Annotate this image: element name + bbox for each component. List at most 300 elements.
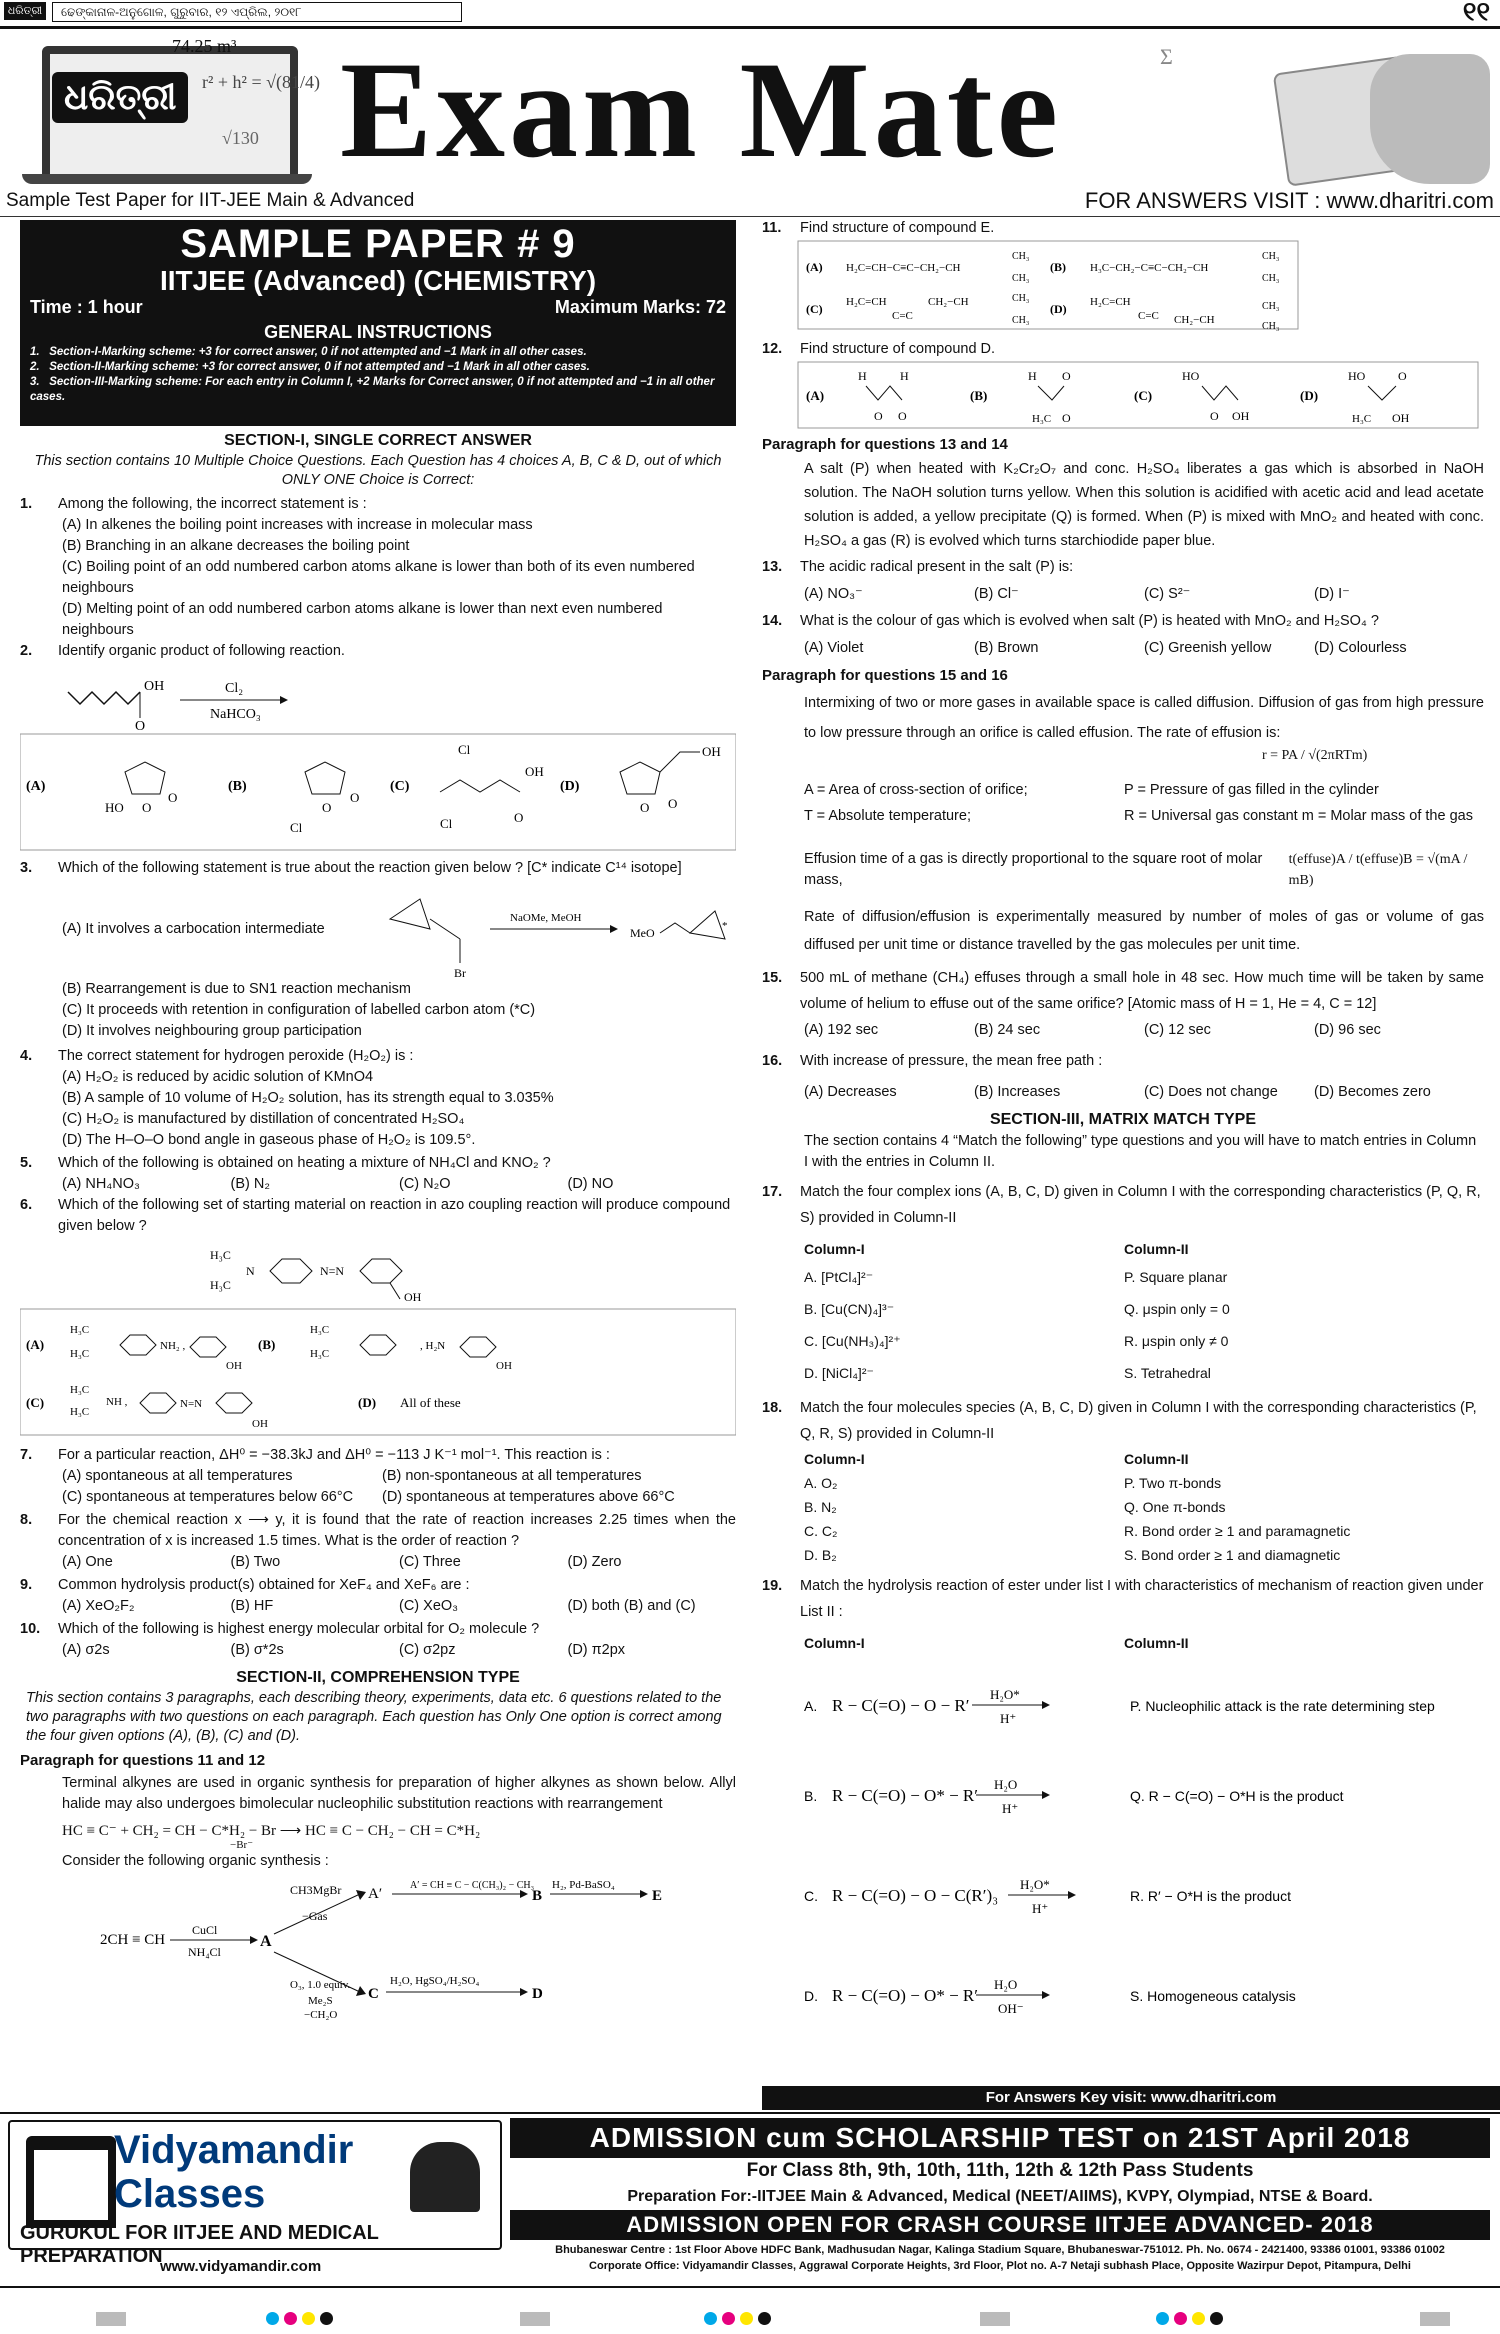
svg-text:NH₂ ,: NH₂ ,	[160, 1340, 186, 1352]
svg-text:HO: HO	[105, 800, 124, 815]
option: (C) N₂O	[399, 1176, 451, 1192]
match-right: P. Two π-bonds	[1124, 1475, 1222, 1491]
paragraph-title: Paragraph for questions 15 and 16	[762, 667, 1008, 684]
svg-text:HO: HO	[1182, 369, 1200, 383]
svg-text:O: O	[350, 790, 360, 805]
registration-mark	[96, 2312, 126, 2326]
option: (A) Violet	[804, 640, 864, 656]
logo-badge: ଧରିତ୍ରୀ	[52, 72, 188, 123]
svg-text:R − C(=O) − O − R′: R − C(=O) − O − R′	[832, 1696, 970, 1715]
svg-text:OH: OH	[404, 1290, 422, 1304]
svg-text:(A): (A)	[806, 388, 825, 403]
column-header: Column-II	[1124, 1241, 1189, 1257]
question-4: 4. The correct statement for hydrogen peroxide (H₂O₂) is : (A) H₂O₂ is reduced by acidic solution of KMnO4 (B) A sample of 10 volume of H₂O₂ solution, has its strength equal to 3.035% (C) H₂O₂ is manufactured by distillation of concentrated H₂SO₄ (D) The H–O–O bond angle in gaseous phase of H₂O₂ is 109.5°.	[20, 1046, 736, 1151]
formula-root: √130	[222, 128, 259, 148]
svg-text:(D): (D)	[1300, 388, 1319, 403]
svg-text:CH₃: CH₃	[1262, 251, 1280, 262]
student-desk-icon	[410, 2142, 480, 2212]
q19-ester-reactions	[762, 1655, 1484, 2035]
svg-text:C=C: C=C	[1138, 310, 1159, 322]
match-left: C. C₂	[804, 1523, 838, 1539]
instruction-item: 2. Section-II-Marking scheme: +3 for correct answer, 0 if not attempted and −1 Mark in all other cases.	[30, 361, 590, 373]
q6-azo-structure	[20, 1237, 736, 1307]
option: (C) S²⁻	[1144, 586, 1191, 602]
svg-text:H₃C: H₃C	[310, 1348, 330, 1360]
svg-text:OH: OH	[252, 1418, 268, 1430]
option: (D) Colourless	[1314, 640, 1407, 656]
option: (C) Does not change	[1144, 1084, 1278, 1100]
svg-text:(D): (D)	[560, 779, 580, 794]
svg-text:H₂O, HgSO₄/H₂SO₄: H₂O, HgSO₄/H₂SO₄	[390, 1975, 480, 1987]
option: (D) It involves neighbouring group participation	[62, 1023, 362, 1039]
option: (B) Increases	[974, 1084, 1061, 1100]
option: (B) A sample of 10 volume of H₂O₂ solution, has its strength equal to 3.035%	[62, 1090, 554, 1106]
paper-title: SAMPLE PAPER # 9	[180, 222, 576, 266]
match-right: P. Square planar	[1124, 1269, 1228, 1285]
section1-intro: This section contains 10 Multiple Choice Questions. Each Question has 4 choices A, B, C & D, out of which ONLY ONE Choice is Correct:	[34, 453, 722, 488]
svg-text:(A): (A)	[26, 1337, 45, 1352]
registration-dot-black	[758, 2312, 771, 2325]
svg-text:H₃C: H₃C	[1032, 413, 1052, 425]
svg-text:NH₄Cl: NH₄Cl	[188, 1945, 221, 1959]
effusion-ratio: t(effuse)A / t(effuse)B = √(mA / mB)	[1288, 852, 1468, 888]
ad-address2: Corporate Office: Vidyamandir Classes, Aggrawal Corporate Heights, 3rd Floor, Plot no. A-7 Netaji subhash Place, Opposite Wazirpur Depot, Pitampura, Delhi	[589, 2260, 1411, 2272]
column-header: Column-II	[1124, 1635, 1189, 1651]
svg-text:OH⁻: OH⁻	[998, 2001, 1024, 2016]
page-number: ୧୧	[1462, 0, 1490, 26]
svg-text:O: O	[168, 790, 178, 805]
paragraph-title: Paragraph for questions 11 and 12	[20, 1752, 266, 1769]
svg-text:H₂C=CH−C≡C−CH₂−CH: H₂C=CH−C≡C−CH₂−CH	[846, 262, 961, 274]
svg-text:C=C: C=C	[892, 310, 913, 322]
svg-text:Q. R − C(=O) − O*H is the pr: Q. R − C(=O) − O*H is the product	[1130, 1788, 1344, 1804]
svg-text:O: O	[640, 800, 650, 815]
registration-dot-magenta	[722, 2312, 735, 2325]
svg-text:NH ,: NH ,	[106, 1396, 128, 1408]
option: (A) 192 sec	[804, 1022, 879, 1038]
svg-text:H₂, Pd-BaSO₄: H₂, Pd-BaSO₄	[552, 1879, 615, 1891]
registration-mark	[1420, 2312, 1450, 2326]
question-14: 14. What is the colour of gas which is evolved when salt (P) is heated with MnO₂ and H₂SO₄ ? (A) Violet (B) Brown (C) Greenish yellow (D) Colourless	[762, 611, 1484, 659]
ad-prep: Preparation For:-IITJEE Main & Advanced, Medical (NEET/AIIMS), KVPY, Olympiad, NTSE & Board.	[627, 2188, 1373, 2205]
option: (A) H₂O₂ is reduced by acidic solution of KMnO4	[62, 1069, 374, 1085]
option: (C) Boiling point of an odd numbered carbon atoms alkane is lower than both of its even numbered neighbours	[62, 559, 695, 596]
option: (A) Decreases	[804, 1084, 897, 1100]
svg-text:Br: Br	[454, 966, 467, 979]
option: (C) 12 sec	[1144, 1022, 1211, 1038]
svg-text:D: D	[532, 1986, 543, 2002]
svg-text:N: N	[246, 1264, 255, 1278]
svg-text:CH₃: CH₃	[1012, 273, 1030, 284]
svg-text:H: H	[858, 369, 867, 383]
question-15: 15. 500 mL of methane (CH₄) effuses through a small hole in 48 sec. How much time will be taken by same volume of helium to effuse out of the same orifice? [Atomic mass of H = 1, He = 4, C = 12] (A) 192 sec (B) 24 sec (C) 12 sec (D) 96 sec	[762, 965, 1484, 1043]
svg-text:CH₃: CH₃	[1262, 273, 1280, 284]
svg-text:Cl: Cl	[458, 742, 471, 757]
option: (A) σ2s	[62, 1642, 110, 1658]
svg-text:H₃C: H₃C	[70, 1406, 90, 1418]
paper-marks: Maximum Marks: 72	[554, 297, 726, 317]
option: (A) spontaneous at all temperatures	[62, 1468, 293, 1484]
svg-text:O: O	[514, 810, 524, 825]
masthead-rule	[0, 26, 1500, 29]
instruction-item: 1. Section-I-Marking scheme: +3 for correct answer, 0 if not attempted and −1 Mark in all other cases.	[30, 346, 587, 358]
section2-intro: This section contains 3 paragraphs, each describing theory, experiments, data etc. 6 questions related to the two paragraphs with two questions on each paragraph. Each question has Only One option is correct among the four given options (A), (B), (C) and (D).	[26, 1690, 722, 1744]
masthead-title: Exam Mate	[340, 33, 1062, 186]
effusion-formula: r = PA / √(2πRTm)	[1262, 748, 1368, 763]
svg-text:CH3MgBr: CH3MgBr	[290, 1883, 342, 1897]
section3-intro: The section contains 4 “Match the following” type questions and you will have to match entries in Column I with the entries in Column II.	[804, 1133, 1477, 1170]
registration-dot-magenta	[284, 2312, 297, 2325]
svg-text:H₂O*: H₂O*	[990, 1687, 1020, 1702]
question-9: 9. Common hydrolysis product(s) obtained for XeF₄ and XeF₆ are : (A) XeO₂F₂ (B) HF (C) XeO₃ (D) both (B) and (C)	[20, 1575, 736, 1617]
match-left: B. N₂	[804, 1499, 837, 1515]
column-header: Column-I	[804, 1241, 865, 1257]
svg-text:O: O	[1062, 369, 1071, 383]
equation-note: −Br⁻	[230, 1839, 254, 1851]
option: (B) σ*2s	[230, 1642, 284, 1658]
effusion-time-line: Effusion time of a gas is directly proportional to the square root of molar mass, t(effuse)A / t(effuse)B = √(mA / mB)	[762, 849, 1484, 891]
question-2: 2. Identify organic product of following reaction. OH O Cl₂ NaHCO₃ (A) HO O O (B) Cl O O (C) Cl Cl OH O (D) OH O O	[20, 641, 736, 852]
option: (C) H₂O₂ is manufactured by distillation of concentrated H₂SO₄	[62, 1111, 465, 1127]
registration-dot-black	[1210, 2312, 1223, 2325]
instruction-item: 3. Section-III-Marking scheme: For each entry in Column I, +2 Marks for Correct answer, 0 if not attempted and −1 in all other cases.	[30, 376, 715, 403]
option: (B) HF	[230, 1598, 274, 1614]
match-left: A. [PtCl₄]²⁻	[804, 1269, 874, 1285]
svg-text:HO: HO	[1348, 369, 1366, 383]
option: (D) Melting point of an odd numbered carbon atoms alkane is lower than next even numbered neighbours	[62, 601, 663, 638]
option: (B) N₂	[230, 1176, 270, 1192]
subtitle-right[interactable]: FOR ANSWERS VISIT : www.dharitri.com	[1084, 188, 1494, 213]
svg-text:R − C(=O) − O* − R′: R − C(=O) − O* − R′	[832, 1986, 978, 2005]
question-12: 12. Find structure of compound D. (A) H H O O (B) H O H₃C O (C) HO O OH (D) HO O H₃C OH	[762, 339, 1484, 430]
option: (D) 96 sec	[1314, 1022, 1381, 1038]
svg-text:, H₂N: , H₂N	[420, 1340, 446, 1352]
question-6: 6. Which of the following set of starting material on reaction in azo coupling reaction will produce compound given below ? H₃C H₃C N N=N OH (A) H₃C H₃C NH₂ , OH (B) H₃C H₃C , H₂N OH (C) H₃C H₃C NH , N=N OH (D) All of these	[20, 1195, 736, 1437]
match-right: S. Tetrahedral	[1124, 1365, 1211, 1381]
option: (D) both (B) and (C)	[567, 1598, 696, 1614]
option: (A) XeO₂F₂	[62, 1598, 135, 1614]
formula-pythag: r² + h² = √(81/4)	[202, 72, 320, 92]
q2-reaction-structure	[20, 662, 736, 732]
svg-text:S. Homogeneous catalysis: S. Homogeneous catalysis	[1130, 1988, 1296, 2004]
paper-subject: IITJEE (Advanced) (CHEMISTRY)	[159, 265, 597, 296]
svg-text:H⁺: H⁺	[1000, 1711, 1017, 1726]
svg-text:O: O	[1210, 409, 1219, 423]
svg-text:E: E	[652, 1888, 663, 1904]
match-right: R. μspin only ≠ 0	[1124, 1333, 1229, 1349]
registration-dot-yellow	[302, 2312, 315, 2325]
svg-text:N=N: N=N	[320, 1264, 345, 1278]
svg-text:CH₃: CH₃	[1012, 251, 1030, 262]
subtitle-rule	[0, 216, 1500, 217]
svg-text:H₃C: H₃C	[210, 1278, 231, 1292]
svg-text:B.: B.	[804, 1788, 818, 1804]
svg-text:P. Nucleophilic attack is the: P. Nucleophilic attack is the rate determining step	[1130, 1698, 1435, 1714]
svg-text:N=N: N=N	[180, 1398, 203, 1410]
svg-text:H₃C−CH₂−C≡C−CH₂−CH: H₃C−CH₂−C≡C−CH₂−CH	[1090, 262, 1209, 274]
option: (A) It involves a carbocation intermediate	[62, 920, 325, 937]
ad-banner	[0, 2112, 1500, 2288]
svg-text:CH₂−CH: CH₂−CH	[1174, 314, 1215, 326]
svg-text:2CH ≡ CH: 2CH ≡ CH	[100, 1932, 166, 1948]
match-left: B. [Cu(CN)₄]³⁻	[804, 1301, 895, 1317]
question-10: 10. Which of the following is highest energy molecular orbital for O₂ molecule ? (A) σ2s (B) σ*2s (C) σ2pz (D) π2px	[20, 1619, 736, 1661]
q3-reaction-structure	[370, 879, 736, 979]
paragraph-text: Intermixing of two or more gases in available space is called diffusion. Diffusion of gas from high pressure to low pressure through an orifice is called effusion. The rate of effusion is:	[804, 695, 1484, 741]
ad-crash: ADMISSION OPEN FOR CRASH COURSE IITJEE ADVANCED- 2018	[510, 2210, 1490, 2240]
q2-options-structures	[20, 732, 736, 852]
svg-text:(D): (D)	[358, 1395, 377, 1410]
option: (A) One	[62, 1554, 113, 1570]
allyl-equation: HC ≡ C⁻ + CH₂ = CH − C*H₂ − Br ⟶ HC ≡ C − CH₂ − CH = C*H₂	[62, 1823, 481, 1839]
svg-text:O: O	[142, 800, 152, 815]
svg-text:CH₃: CH₃	[1012, 315, 1030, 326]
svg-text:R − C(=O) − O* − R′: R − C(=O) − O* − R′	[832, 1786, 978, 1805]
svg-text:H⁺: H⁺	[1032, 1901, 1049, 1916]
match-left: A. O₂	[804, 1475, 838, 1491]
option: (D) spontaneous at temperatures above 66°C	[382, 1489, 675, 1505]
svg-text:MeO: MeO	[630, 926, 655, 940]
svg-text:H₂O: H₂O	[994, 1777, 1018, 1792]
question-1: 1. Among the following, the incorrect statement is : (A) In alkenes the boiling point increases with increase in molecular mass (B) Branching in an alkane decreases the boiling point (C) Boiling point of an odd numbered carbon atoms alkane is lower than both of its even numbered neighbours (D) Melting point of an odd numbered carbon atoms alkane is lower than next even numbered neighbours	[20, 494, 736, 641]
registration-dot-yellow	[1192, 2312, 1205, 2325]
ad-classes: For Class 8th, 9th, 10th, 11th, 12th & 12th Pass Students	[746, 2160, 1254, 2181]
svg-text:H₂C=CH: H₂C=CH	[846, 296, 887, 308]
option: (B) Brown	[974, 640, 1039, 656]
header-box	[20, 220, 736, 426]
column-header: Column-II	[1124, 1451, 1189, 1467]
dateline: ଢେଙ୍କାନାଳ-ଅନୁଗୋଳ, ଗୁରୁବାର, ୧୨ ଏପ୍ରିଲ, ୨୦୧୮	[52, 2, 462, 22]
option: (C) Three	[399, 1554, 461, 1570]
svg-text:(C): (C)	[806, 302, 823, 316]
svg-text:(B): (B)	[228, 779, 247, 794]
option: (A) In alkenes the boiling point increases with increase in molecular mass	[62, 517, 533, 533]
question-18: 18. Match the four molecules species (A, B, C, D) given in Column I with the corresponding characteristics (P, Q, R, S) provided in Column-II Column-I Column-II A. O₂ P. Two π-bonds B. N₂ Q. One π-bonds C. C₂ R. Bond order ≥ 1 and paramagnetic D. B₂ S. Bond order ≥ 1 and diamagnetic	[762, 1395, 1484, 1567]
left-column	[20, 428, 736, 2026]
answers-bar[interactable]: For Answers Key visit: www.dharitri.com	[762, 2086, 1500, 2110]
registration-dot-cyan	[1156, 2312, 1169, 2325]
option: (C) spontaneous at temperatures below 66°C	[62, 1489, 354, 1505]
svg-text:CH₂−CH: CH₂−CH	[928, 296, 969, 308]
registration-mark	[980, 2312, 1010, 2326]
svg-text:(A): (A)	[806, 260, 823, 274]
registration-mark	[520, 2312, 550, 2326]
synthesis-scheme	[20, 1876, 736, 2026]
option: (C) It proceeds with retention in configuration of labelled carbon atom (*C)	[62, 1002, 536, 1018]
q12-options-structures	[762, 360, 1484, 430]
svg-text:H₃C: H₃C	[210, 1248, 231, 1262]
question-11: 11. Find structure of compound E. (A) H₂C=CH−C≡C−CH₂−CH CH₃ CH₃ (B) H₃C−CH₂−C≡C−CH₂−CH CH₃ CH₃ (C) H₂C=CH C=C CH₂−CH CH₃ CH₃ (D) H₂C=CH C=C CH₂−CH CH₃ CH₃	[762, 218, 1484, 331]
question-3: 3. Which of the following statement is true about the reaction given below ? [C* indicate C¹⁴ isotope] (A) It involves a carbocation intermediate Br NaOMe, MeOH MeO * (B) Rearrangement is due to SN1 reaction mechanism (C) It proceeds with retention in configuration of labelled carbon atom (*C) (D) It involves neighbouring group participation	[20, 858, 736, 1042]
paragraph-text: A salt (P) when heated with K₂Cr₂O₇ and conc. H₂SO₄ liberates a gas which is absorbed in NaOH solution. The NaOH solution turns yellow. When this solution is acidified with acetic acid and lead acetate solution is added, a yellow precipitate (Q) is formed. When (P) is mixed with MnO₂ and heated with conc. H₂SO₄ a gas (R) is evolved which turns starchiodide paper blue.	[804, 461, 1484, 549]
svg-text:OH: OH	[525, 764, 544, 779]
svg-text:H₃C: H₃C	[70, 1348, 90, 1360]
svg-text:R − C(=O) − O − C(R′)₃: R − C(=O) − O − C(R′)₃	[832, 1886, 999, 1905]
option: (B) Rearrangement is due to SN1 reaction mechanism	[62, 981, 411, 997]
svg-text:H₂C=CH: H₂C=CH	[1090, 296, 1131, 308]
section2-title: SECTION-II, COMPREHENSION TYPE	[236, 1669, 520, 1686]
svg-text:Me₂S: Me₂S	[308, 1995, 333, 2007]
paper-time: Time : 1 hour	[30, 297, 143, 317]
svg-text:O: O	[874, 409, 883, 423]
svg-text:H: H	[900, 369, 909, 383]
question-8: 8. For the chemical reaction x ⟶ y, it is found that the rate of reaction increases 2.25 times when the concentration of x is increased 1.5 times. What is the order of reaction ? (A) One (B) Two (C) Three (D) Zero	[20, 1510, 736, 1573]
subtitle-left: Sample Test Paper for IIT-JEE Main & Advanced	[6, 190, 415, 211]
svg-text:A.: A.	[804, 1698, 818, 1714]
match-left: C. [Cu(NH₃)₄]²⁺	[804, 1333, 901, 1349]
svg-text:A′: A′	[368, 1886, 383, 1902]
svg-text:OH: OH	[702, 744, 721, 759]
registration-dot-cyan	[266, 2312, 279, 2325]
gi-title: GENERAL INSTRUCTIONS	[264, 322, 492, 342]
svg-text:O: O	[322, 800, 332, 815]
option: (B) Two	[230, 1554, 281, 1570]
brand-mini: ଧରିତ୍ରୀ	[4, 2, 46, 20]
consider-text: Consider the following organic synthesis :	[62, 1853, 329, 1869]
svg-text:H₃C: H₃C	[70, 1324, 90, 1336]
option: (A) NO₃⁻	[804, 586, 863, 602]
svg-text:C: C	[368, 1986, 379, 2002]
match-left: D. B₂	[804, 1547, 837, 1563]
section3-title: SECTION-III, MATRIX MATCH TYPE	[989, 1111, 1257, 1128]
match-right: Q. One π-bonds	[1124, 1499, 1226, 1515]
formula-volume: 74.25 m³	[172, 36, 237, 56]
question-16: 16. With increase of pressure, the mean free path : (A) Decreases (B) Increases (C) Does not change (D) Becomes zero	[762, 1051, 1484, 1103]
match-right: Q. μspin only = 0	[1124, 1301, 1230, 1317]
svg-text:H₃C: H₃C	[70, 1384, 90, 1396]
ad-logo-line1: Vidyamandir	[114, 2128, 354, 2172]
match-right: R. Bond order ≥ 1 and paramagnetic	[1124, 1523, 1351, 1539]
formula-sum-icon: Σ	[1160, 44, 1173, 69]
ad-address1: Bhubaneswar Centre : 1st Floor Above HDFC Bank, Madhusudan Nagar, Kalinga Stadium Square, Bhubaneswar-751012. Ph. No. 0674 - 2421400, 93386 01001, 93386 01002	[555, 2244, 1445, 2256]
ad-headline: ADMISSION cum SCHOLARSHIP TEST on 21ST April 2018	[510, 2118, 1490, 2158]
top-strip	[0, 0, 1500, 24]
match-right: S. Bond order ≥ 1 and diamagnetic	[1124, 1547, 1341, 1563]
option: (C) XeO₃	[399, 1598, 459, 1614]
svg-text:CuCl: CuCl	[192, 1923, 218, 1937]
svg-text:*: *	[722, 920, 728, 932]
calculator-art	[1140, 34, 1490, 184]
option: (D) Zero	[567, 1554, 622, 1570]
svg-text:OH: OH	[1232, 409, 1250, 423]
svg-text:O: O	[1398, 369, 1407, 383]
option: (D) The H–O–O bond angle in gaseous phase of H₂O₂ is 109.5°.	[62, 1132, 476, 1148]
svg-text:H₂O*: H₂O*	[1020, 1877, 1050, 1892]
svg-text:−Gas: −Gas	[302, 1909, 328, 1923]
svg-text:H₃C: H₃C	[1352, 413, 1372, 425]
reagent-nahco3: NaHCO₃	[210, 707, 261, 722]
option: (D) I⁻	[1314, 586, 1350, 602]
option: (B) 24 sec	[974, 1022, 1041, 1038]
svg-text:NaOMe, MeOH: NaOMe, MeOH	[510, 912, 582, 924]
question-17: 17. Match the four complex ions (A, B, C, D) given in Column I with the corresponding characteristics (P, Q, R, S) provided in Column-II Column-I Column-II A. [PtCl₄]²⁻ P. Square planar B. [Cu(CN)₄]³⁻ Q. μspin only = 0 C. [Cu(NH₃)₄]²⁺ R. μspin only ≠ 0 D. [NiCl₄]²⁻ S. Tetrahedral	[762, 1179, 1484, 1389]
svg-text:(B): (B)	[1050, 260, 1066, 274]
book-icon	[26, 2136, 116, 2228]
registration-dot-magenta	[1174, 2312, 1187, 2325]
svg-text:O: O	[668, 796, 678, 811]
match-left: D. [NiCl₄]²⁻	[804, 1365, 874, 1381]
svg-text:C.: C.	[804, 1888, 818, 1904]
section1-title: SECTION-I, SINGLE CORRECT ANSWER	[224, 432, 532, 449]
ad-logo-line2: Classes	[114, 2172, 266, 2216]
hand-shape	[1370, 54, 1490, 184]
option: (A) NH₄NO₃	[62, 1176, 140, 1192]
option: (B) Branching in an alkane decreases the boiling point	[62, 538, 410, 554]
paragraph-text: Terminal alkynes are used in organic synthesis for preparation of higher alkynes as shown below. Allyl halide may also undergoes bimolecular nucleophilic substitution reactions with rearrangement	[62, 1775, 736, 1812]
svg-text:(C): (C)	[390, 779, 410, 794]
reagent-cl2: Cl₂	[225, 681, 244, 696]
svg-text:O: O	[135, 719, 146, 732]
option: (B) Cl⁻	[974, 586, 1019, 602]
svg-text:O: O	[898, 409, 907, 423]
option: (B) non-spontaneous at all temperatures	[382, 1468, 642, 1484]
svg-text:O₃, 1.0 equiv.: O₃, 1.0 equiv.	[290, 1979, 351, 1991]
option: (C) Greenish yellow	[1144, 640, 1272, 656]
svg-text:H₂O: H₂O	[994, 1977, 1018, 1992]
svg-text:CH₃: CH₃	[1012, 293, 1030, 304]
svg-text:D.: D.	[804, 1988, 818, 2004]
option: (D) π2px	[567, 1642, 626, 1658]
question-7: 7. For a particular reaction, ΔH⁰ = −38.3kJ and ΔH⁰ = −113 J K⁻¹ mol⁻¹. This reaction is : (A) spontaneous at all temperatures (B) non-spontaneous at all temperatures (C) spontaneous at temperatures below 66°C (D) spontaneous at temperatures above 66°C	[20, 1445, 736, 1508]
right-column	[762, 218, 1484, 2035]
registration-dot-black	[320, 2312, 333, 2325]
registration-dot-cyan	[704, 2312, 717, 2325]
q6-options-structures	[20, 1307, 736, 1437]
registration-dot-yellow	[740, 2312, 753, 2325]
option: (D) NO	[567, 1176, 614, 1192]
svg-text:Cl: Cl	[440, 816, 453, 831]
svg-text:R. R′ − O*H is the product: R. R′ − O*H is the product	[1130, 1888, 1291, 1904]
ad-tagline: GURUKUL FOR IITJEE AND MEDICAL PREPARATION	[20, 2222, 379, 2267]
svg-text:O: O	[1062, 411, 1071, 425]
svg-text:All of these: All of these	[400, 1395, 461, 1410]
question-5: 5. Which of the following is obtained on heating a mixture of NH₄Cl and KNO₂ ? (A) NH₄NO₃ (B) N₂ (C) N₂O (D) NO	[20, 1153, 736, 1195]
option: (C) σ2pz	[399, 1642, 456, 1658]
question-19: 19. Match the hydrolysis reaction of ester under list I with characteristics of mechanism of reaction given under List II : Column-I Column-II A. R − C(=O) − O − R′ H₂O* H⁺ P. Nucleophilic attack is the rate determining step B. R − C(=O) − O* − R′ H₂O H⁺ Q. R − C(=O) − O*H is the product C. R − C(=O) − O − C(R′)₃ H₂O* H⁺ R. R′ − O*H is the product D. R − C(=O) − O* − R′ H₂O OH⁻ S. Homogeneous catalysis	[762, 1573, 1484, 2035]
option: (D) Becomes zero	[1314, 1084, 1431, 1100]
svg-text:A′ = CH ≡ C − C(CH₃)₂ − CH₃: A′ = CH ≡ C − C(CH₃)₂ − CH₃	[410, 1880, 535, 1891]
svg-text:H: H	[1028, 369, 1037, 383]
svg-text:(C): (C)	[26, 1395, 45, 1410]
svg-text:(A): (A)	[26, 779, 46, 794]
svg-text:OH: OH	[496, 1360, 512, 1372]
svg-text:(D): (D)	[1050, 302, 1067, 316]
paragraph-title: Paragraph for questions 13 and 14	[762, 436, 1008, 453]
svg-text:(C): (C)	[1134, 388, 1153, 403]
laptop-logo	[22, 36, 322, 186]
column-header: Column-I	[804, 1451, 865, 1467]
svg-text:CH₃: CH₃	[1262, 321, 1280, 331]
svg-text:OH: OH	[1392, 411, 1410, 425]
svg-text:OH: OH	[226, 1360, 242, 1372]
svg-text:B: B	[532, 1888, 543, 1904]
paragraph-text: Rate of diffusion/effusion is experimentally measured by number of moles of gas or volume of gas diffused per unit time or distance travelled by the gas molecules per unit time.	[804, 909, 1484, 953]
svg-text:Cl: Cl	[290, 820, 303, 835]
svg-text:CH₃: CH₃	[1262, 301, 1280, 312]
laptop-base	[22, 174, 312, 184]
svg-text:H₃C: H₃C	[310, 1324, 330, 1336]
svg-text:(B): (B)	[258, 1337, 276, 1352]
svg-text:−CH₂O: −CH₂O	[304, 2009, 338, 2021]
question-13: 13. The acidic radical present in the salt (P) is: (A) NO₃⁻ (B) Cl⁻ (C) S²⁻ (D) I⁻	[762, 557, 1484, 605]
ad-website[interactable]: www.vidyamandir.com	[160, 2258, 322, 2275]
definitions: A = Area of cross-section of orifice; P = Pressure of gas filled in the cylinder T = Absolute temperature; R = Universal gas constant m = Molar mass of the gas	[804, 782, 1473, 824]
q11-options-structures	[762, 239, 1484, 331]
column-header: Column-I	[804, 1635, 865, 1651]
svg-text:A: A	[260, 1933, 272, 1950]
svg-text:OH: OH	[144, 679, 165, 694]
svg-text:(B): (B)	[970, 388, 988, 403]
